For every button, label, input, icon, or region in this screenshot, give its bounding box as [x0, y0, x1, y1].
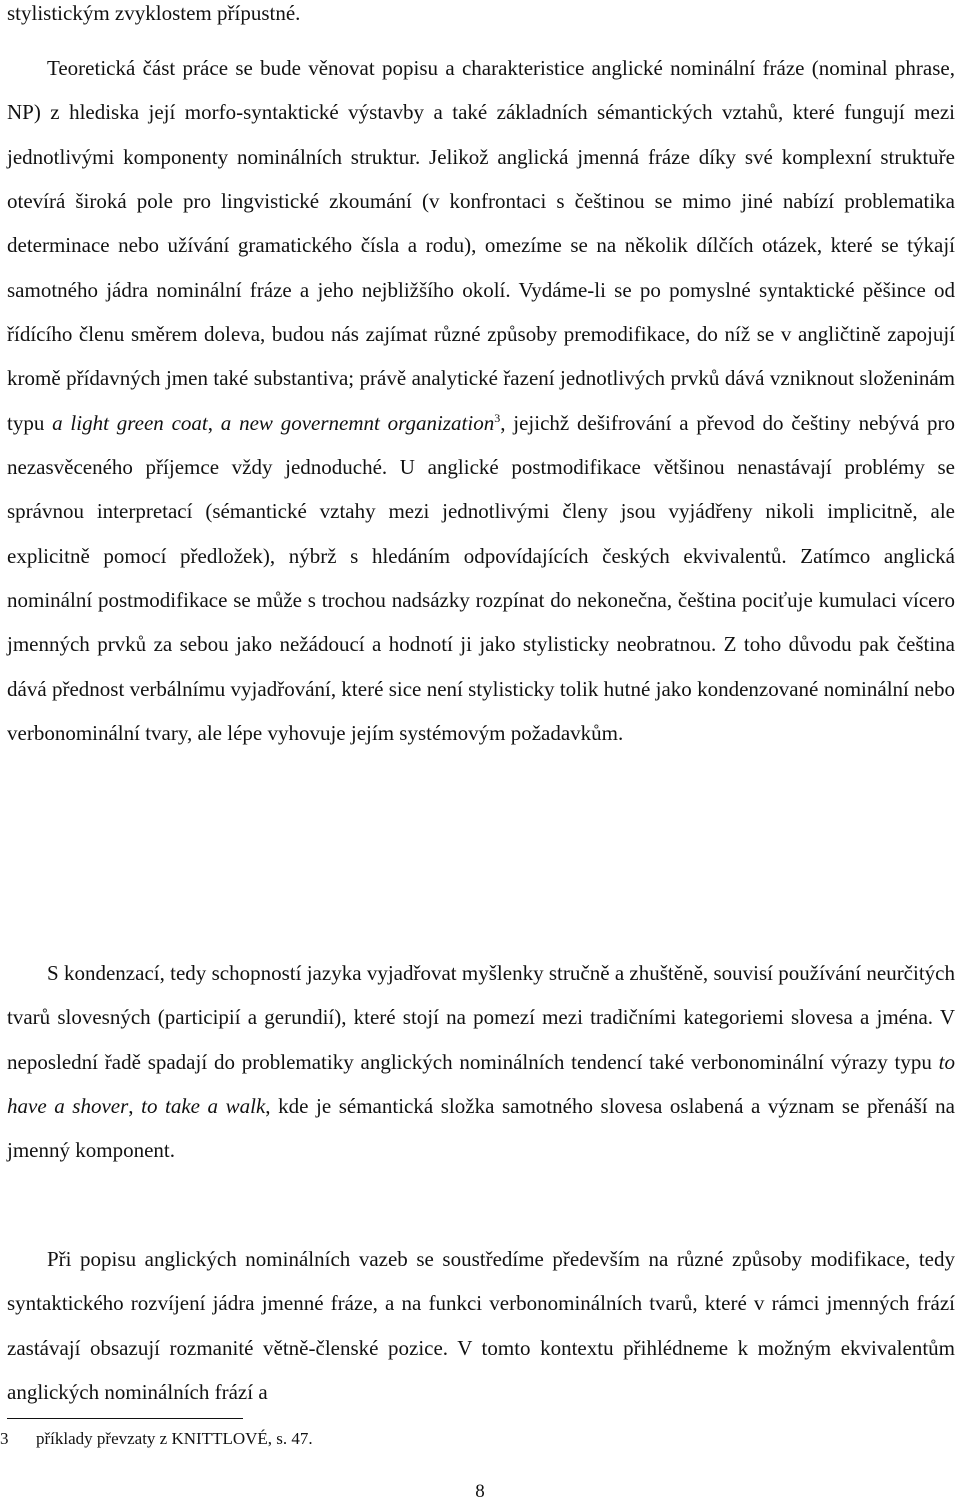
page-number: 8: [475, 1481, 485, 1502]
italic-example: to have a shover: [7, 1049, 955, 1119]
text-segment: ,: [128, 1094, 142, 1119]
paragraph-continuation: [7, 0, 955, 35]
text-segment: stylistickým zvyklostem přípustné.: [7, 1, 301, 25]
text-segment: , kde je sémantická složka samotného slovesa oslabená a význam se přenáší na jmenný komponent.: [7, 1094, 955, 1163]
text-segment: S kondenzací, tedy schopností jazyka vyjadřovat myšlenky stručně a zhuštěně, souvisí používání neurčitých tvarů slovesných (participií a gerundií), které stojí na pomezí mezi tradičními kategoriemi slovesa a jména. V neposlední řadě spadají do problematiky anglických nominálních tendencí také verbonominální výrazy typu: [7, 961, 955, 1074]
paragraph-condensation: [7, 951, 955, 1173]
footnote: [0, 1428, 313, 1450]
italic-example: a new governemnt organization: [220, 410, 495, 435]
footnote-separator: [7, 1418, 243, 1419]
text-segment: Teoretická část práce se bude věnovat popisu a charakteristice anglické nominální fráze (nominal phrase, NP) z hlediska její morfo-syntaktické výstavby a také základních sémantických vztahů, které fungují mezi jednotlivými komponenty nominálních struktur. Jelikož anglická jmenná fráze díky své komplexní struktuře otevírá široká pole pro lingvistické zkoumání (v konfrontaci s češtinou se mimo jiné nabízí problematika determinace nebo užívání gramatického čísla a rodu), omezíme se na několik dílčích otázek, které se týkají samotného jádra nominální fráze a jeho nejbližšího okolí. Vydáme-li se po pomyslné syntaktické pěšince od řídícího členu směrem doleva, budou nás zajímat různé způsoby premodifikace, do níž se v angličtině zapojují kromě přídavných jmen také substantiva; právě analytické řazení jednotlivých prvků dává vzniknout složeninám typu: [7, 56, 955, 435]
text-segment: Při popisu anglických nominálních vazeb se soustředíme především na různé způsoby modifikace, tedy syntaktického rozvíjení jádra jmenné fráze, a na funkci verbonominálních tvarů, které v rámci jmenných frází zastávají obsazují rozmanité větně-členské pozice. V tomto kontextu přihlédneme k možným ekvivalentům anglických nominálních frází a: [7, 1247, 955, 1405]
footnote-number: 3: [0, 1429, 9, 1448]
paragraph-modification: [7, 1237, 955, 1414]
italic-example: a light green coat: [52, 410, 208, 435]
italic-example: to take a walk: [141, 1094, 266, 1119]
text-segment: ,: [207, 410, 221, 435]
footnote-text: příklady převzaty z KNITTLOVÉ, s. 47.: [36, 1429, 313, 1448]
paragraph-theory: [7, 46, 955, 756]
text-segment: , jejichž dešifrování a převod do češtiny nebývá pro nezasvěceného příjemce vždy jednoduché. U anglické postmodifikace většinou nenastávají problémy se správnou interpretací (sémantické vztahy mezi jednotlivými členy jsou vyjádřeny nikoli implicitně, ale explicitně pomocí předložek), nýbrž s hledáním odpovídajících českých ekvivalentů. Zatímco anglická nominální postmodifikace se může s trochou nadsázky rozpínat do nekonečna, čeština pociťuje kumulaci vícero jmenných prvků za sebou jako nežádoucí a hodnotí ji jako stylisticky neobratnou. Z toho důvodu pak čeština dává přednost verbálnímu vyjadřování, které sice není stylisticky tolik hutné jako kondenzované nominální nebo verbonominální tvary, ale lépe vyhovuje jejím systémovým požadavkům.: [7, 410, 956, 746]
footnote-ref: 3: [494, 410, 501, 425]
